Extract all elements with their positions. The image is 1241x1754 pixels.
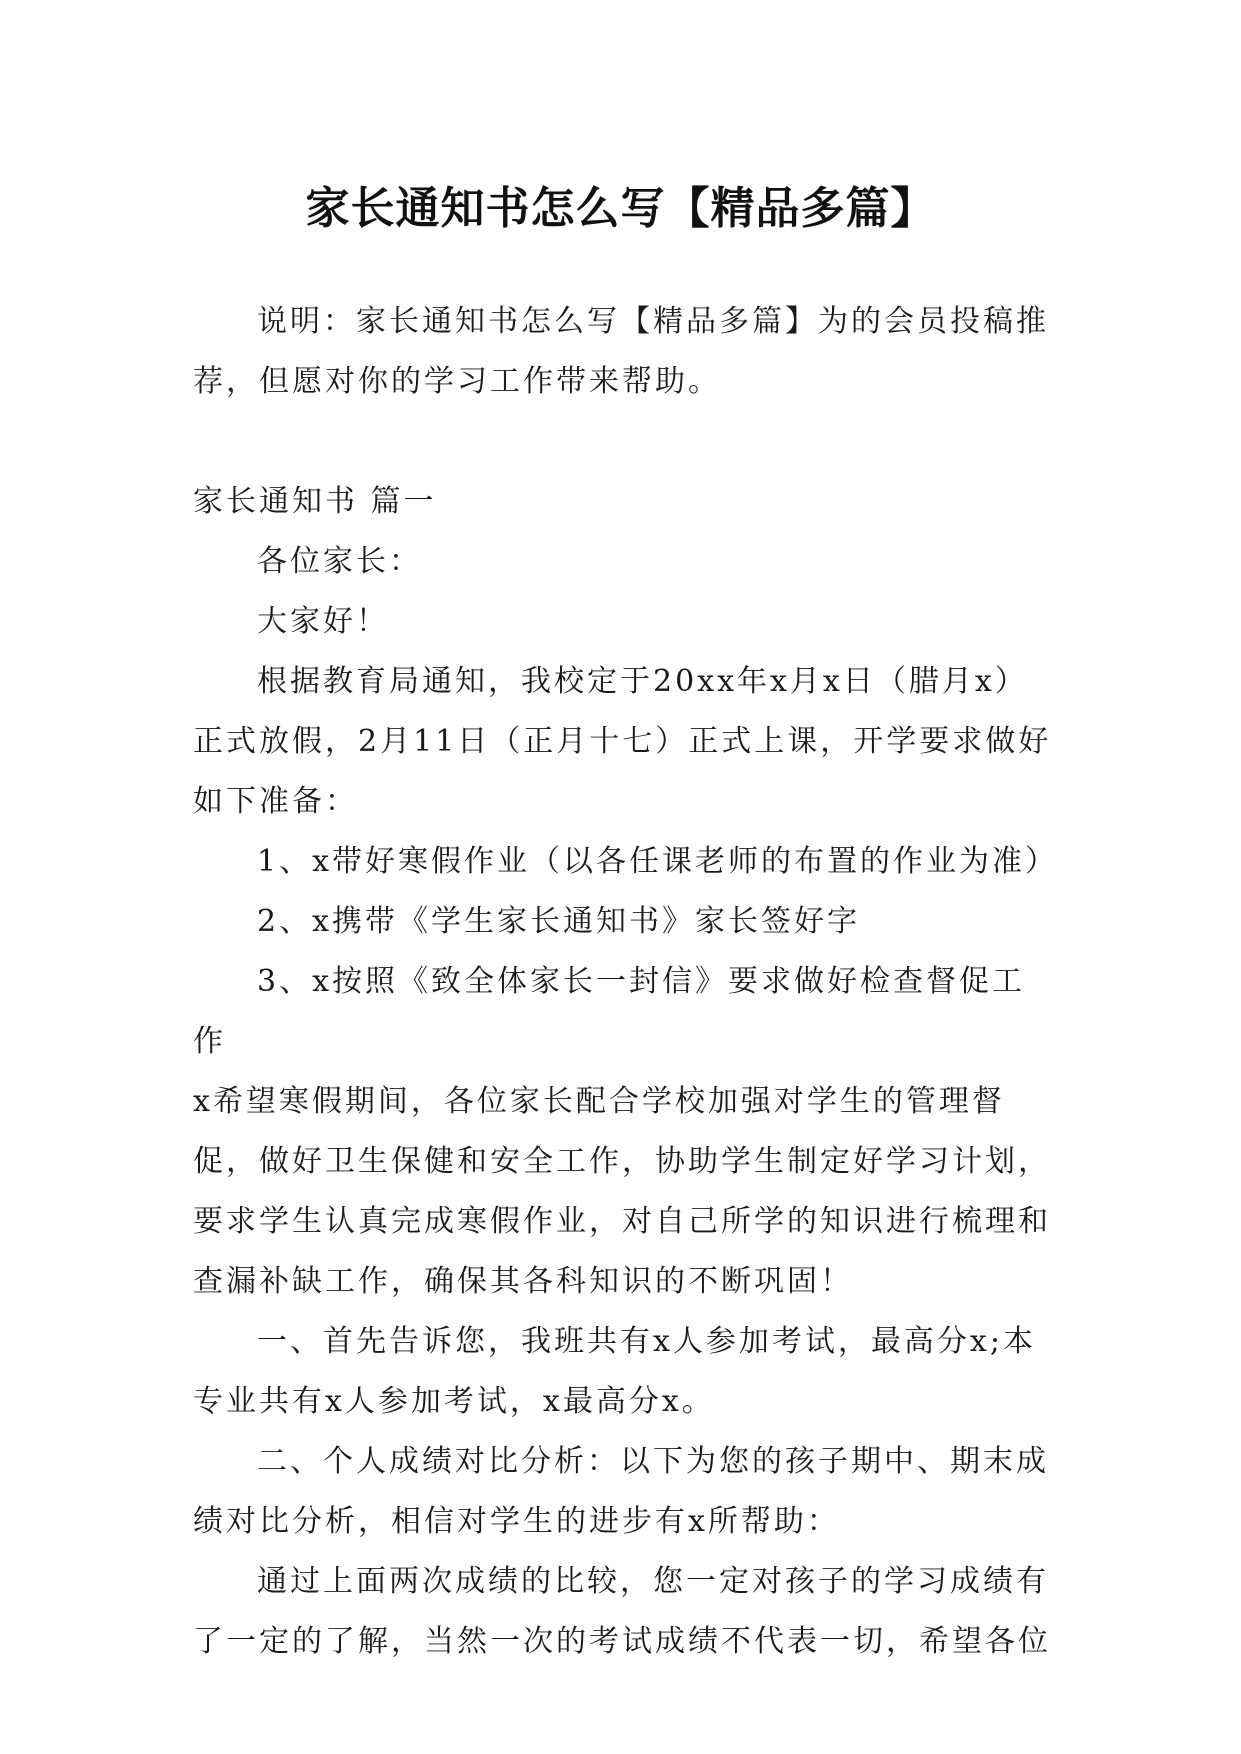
paragraph-exam-count: 一、首先告诉您，我班共有x人参加考试，最高分x;本专业共有x人参加考试，x最高分x。 bbox=[193, 1324, 1036, 1419]
list-item-3: 3、x按照《致全体家长一封信》要求做好检查督促工作 bbox=[193, 964, 1026, 1059]
list-item-2: 2、x携带《学生家长通知书》家长签好字 bbox=[257, 904, 861, 939]
document-title: 家长通知书怎么写【精品多篇】 bbox=[305, 183, 936, 235]
greeting: 大家好！ bbox=[257, 604, 389, 639]
document-body bbox=[193, 292, 1059, 1672]
paragraph-holiday-notice: 根据教育局通知，我校定于20xx年x月x日（腊月x）正式放假，2月11日（正月十七）正式上课，开学要求做好如下准备： bbox=[193, 664, 1052, 819]
paragraph-parent-request: x希望寒假期间，各位家长配合学校加强对学生的管理督促，做好卫生保健和安全工作，协助学生制定好学习计划，要求学生认真完成寒假作业，对自己所学的知识进行梳理和查漏补缺工作，确保其各科知识的不断巩固！ bbox=[193, 1084, 1051, 1299]
paragraph-score-analysis: 二、个人成绩对比分析：以下为您的孩子期中、期末成绩对比分析，相信对学生的进步有x所帮助： bbox=[193, 1444, 1049, 1539]
section-heading: 家长通知书 篇一 bbox=[193, 484, 437, 519]
paragraph-comparison: 通过上面两次成绩的比较，您一定对孩子的学习成绩有了一定的了解，当然一次的考试成绩不代表一切，希望各位 bbox=[193, 1564, 1051, 1659]
list-item-1: 1、x带好寒假作业（以各任课老师的布置的作业为准） bbox=[257, 844, 1059, 879]
intro-paragraph: 说明：家长通知书怎么写【精品多篇】为的会员投稿推荐，但愿对你的学习工作带来帮助。 bbox=[193, 304, 1049, 399]
salutation: 各位家长： bbox=[257, 544, 422, 579]
